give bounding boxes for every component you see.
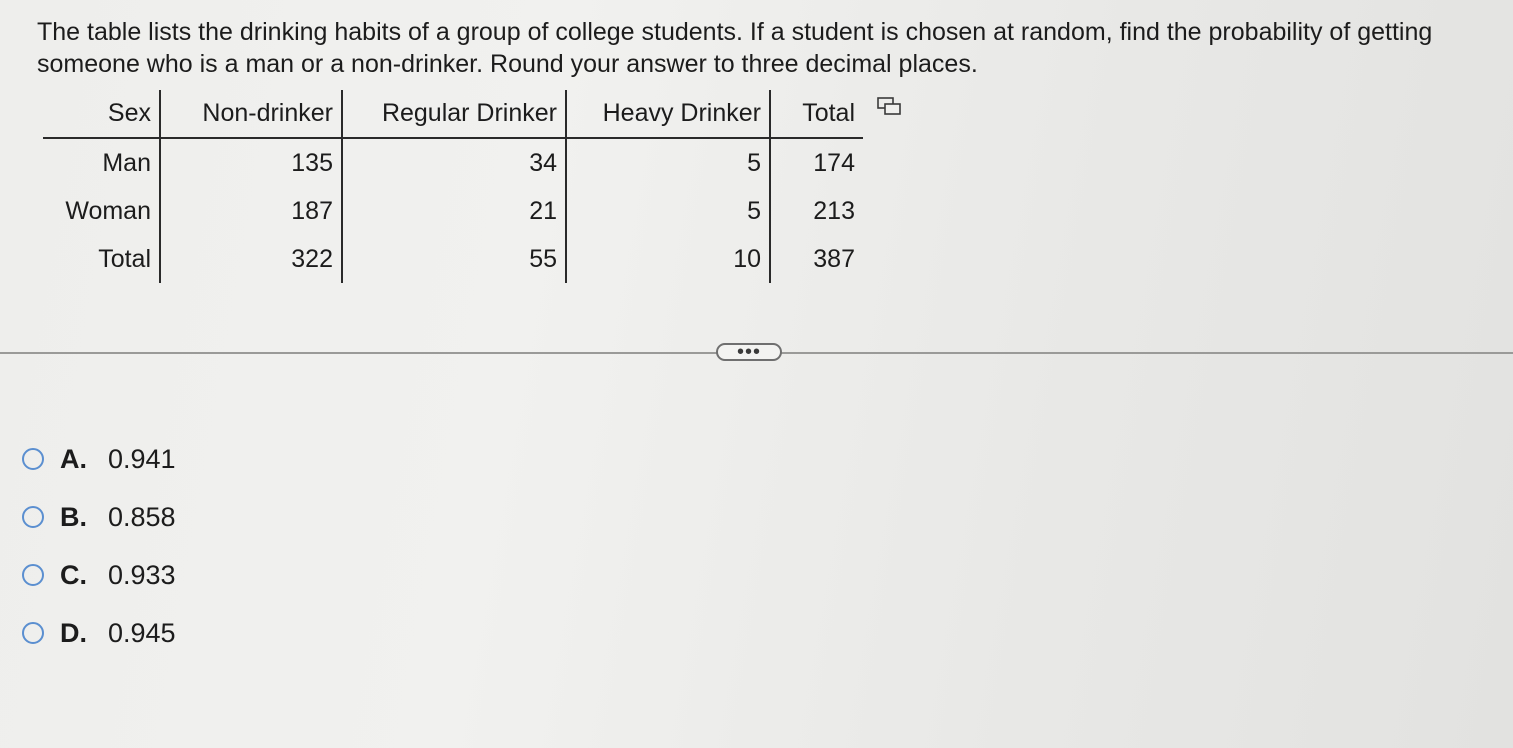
- option-value: 0.858: [108, 501, 176, 532]
- table-row: [43, 187, 863, 235]
- option-value: 0.933: [108, 559, 176, 590]
- header-regular-drinker: Regular Drinker: [342, 90, 566, 138]
- more-button[interactable]: •••: [716, 343, 782, 361]
- copy-table-icon-graphic: [876, 96, 904, 118]
- option-letter: D.: [60, 617, 87, 648]
- table-cell: 213: [813, 196, 855, 225]
- radio-button-c[interactable]: [22, 564, 44, 586]
- table-cell: 174: [813, 148, 855, 177]
- option-letter: C.: [60, 559, 87, 590]
- table-header-row: [43, 90, 863, 138]
- row-label: Total: [43, 235, 160, 283]
- option-d[interactable]: [22, 604, 176, 662]
- radio-button-b[interactable]: [22, 506, 44, 528]
- table-cell: 34: [342, 138, 566, 187]
- header-heavy-drinker: Heavy Drinker: [566, 90, 770, 138]
- radio-button-d[interactable]: [22, 622, 44, 644]
- table-cell: 5: [566, 138, 770, 187]
- option-letter: A.: [60, 443, 87, 474]
- option-b[interactable]: [22, 488, 176, 546]
- table-row: [43, 235, 863, 283]
- row-label: Man: [43, 138, 160, 187]
- radio-button-a[interactable]: [22, 448, 44, 470]
- copy-table-icon[interactable]: [876, 96, 904, 118]
- question-text: The table lists the drinking habits of a group of college students. If a student is chosen at random, find the probability of getting someone who is a man or a non-drinker. Round your answer to three decimal places.: [37, 18, 1433, 78]
- row-label: Woman: [43, 187, 160, 235]
- table-cell: 187: [160, 187, 342, 235]
- option-a[interactable]: [22, 430, 176, 488]
- header-sex: Sex: [43, 90, 160, 138]
- table-cell: 21: [342, 187, 566, 235]
- drinking-habits-table: [43, 90, 863, 283]
- header-total: Total: [770, 90, 863, 138]
- answer-options: [22, 430, 176, 662]
- table-cell: 10: [566, 235, 770, 283]
- table-cell: 135: [160, 138, 342, 187]
- table-cell: 322: [160, 235, 342, 283]
- option-letter: B.: [60, 501, 87, 532]
- option-value: 0.945: [108, 617, 176, 648]
- header-non-drinker: Non-drinker: [160, 90, 342, 138]
- option-value: 0.941: [108, 443, 176, 474]
- table-cell: 5: [566, 187, 770, 235]
- table-cell: 387: [813, 244, 855, 273]
- option-c[interactable]: [22, 546, 176, 604]
- table-row: [43, 138, 863, 187]
- table-cell: 55: [342, 235, 566, 283]
